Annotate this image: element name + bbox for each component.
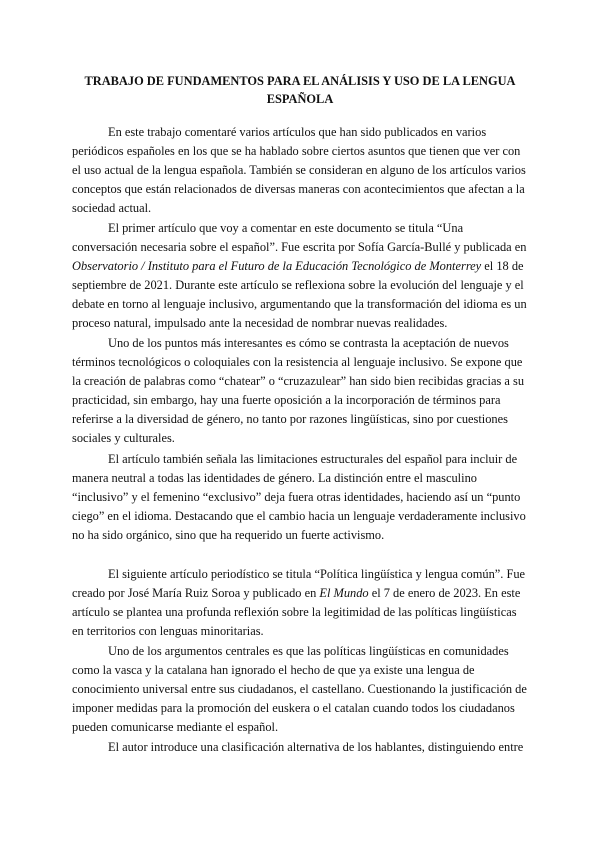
publication-name-el-mundo: El Mundo: [319, 586, 369, 600]
paragraph-second-article-text-end: el 7 de enero de 2023. En este artículo se plantea una profunda reflexión sobre la legitimidad de las políticas lingüísticas en territorios con lenguas minoritarias.: [72, 586, 521, 638]
paragraph-central-arguments: Uno de los argumentos centrales es que las políticas lingüísticas en comunidades como la vasca y la catalana han ignorado el hecho de que ya existe una lengua de conocimiento universal entre sus ciudadanos, el castellano. Cuestionando la justificación de imponer medidas para la promoción del euskera o el catalan cuando todos los ciudadanos pueden comunicarse mediante el español.: [72, 644, 527, 734]
paragraph-second-article-text-start: El siguiente artículo periodístico se titula “Política lingüística y lengua común”. Fue creado por José María Ruiz Soroa y publicado en: [72, 567, 526, 600]
paragraph-structural-limits: El artículo también señala las limitaciones estructurales del español para incluir de manera neutral a todas las identidades de género. La distinción entre el masculino “inclusivo” y el femenino “exclusivo” deja fuera otras identidades, haciendo así un “punto ciego” en el idioma. Destacando que el cambio hacia un lenguaje verdaderamente inclusivo no ha sido orgánico, sino que ha requerido un fuerte activismo.: [72, 452, 526, 542]
paragraph-first-article-text-end: el 18 de septiembre de 2021. Durante este artículo se reflexiona sobre la evolución del lenguaje y el debate en torno al lenguaje inclusivo, argumentando que la transformación del idioma es un proceso natural, impulsado ante la necesidad de nombrar nuevas realidades.: [72, 259, 527, 330]
publication-name-observatorio: Observatorio / Instituto para el Futuro de la Educación Tecnológico de Monterrey: [72, 259, 482, 273]
paragraph-new-terms: Uno de los puntos más interesantes es cómo se contrasta la aceptación de nuevos términos tecnológicos o coloquiales con la resistencia al lenguaje inclusivo. Se expone que la creación de palabras como “chatear” o “cruzazulear” han sido bien recibidas gracias a su practicidad, sin embargo, hay una fuerte oposición a la incorporación de términos para referirse a la diversidad de género, no tanto por razones lingüísticas, sino por cuestiones sociales y culturales.: [72, 336, 525, 445]
paragraph-first-article: [72, 219, 528, 333]
paragraph-introduction: En este trabajo comentaré varios artículos que han sido publicados en varios periódicos españoles en los que se ha hablado sobre ciertos asuntos que tienen que ver con el uso actual de la lengua española. También se consideran en alguno de los artículos varios conceptos que están relacionados de diversas maneras con acontecimientos que afectan a la sociedad actual.: [72, 125, 526, 215]
paragraph-speaker-classification: El autor introduce una clasificación alternativa de los hablantes, distinguiendo entre: [108, 740, 524, 754]
paragraph-second-article: [72, 565, 528, 641]
document-title: TRABAJO DE FUNDAMENTOS PARA EL ANÁLISIS Y USO DE LA LENGUA ESPAÑOLA: [84, 74, 516, 106]
paragraph-first-article-text-start: El primer artículo que voy a comentar en este documento se titula “Una conversación necesaria sobre el español”. Fue escrita por Sofía García-Bullé y publicada en: [72, 221, 527, 254]
